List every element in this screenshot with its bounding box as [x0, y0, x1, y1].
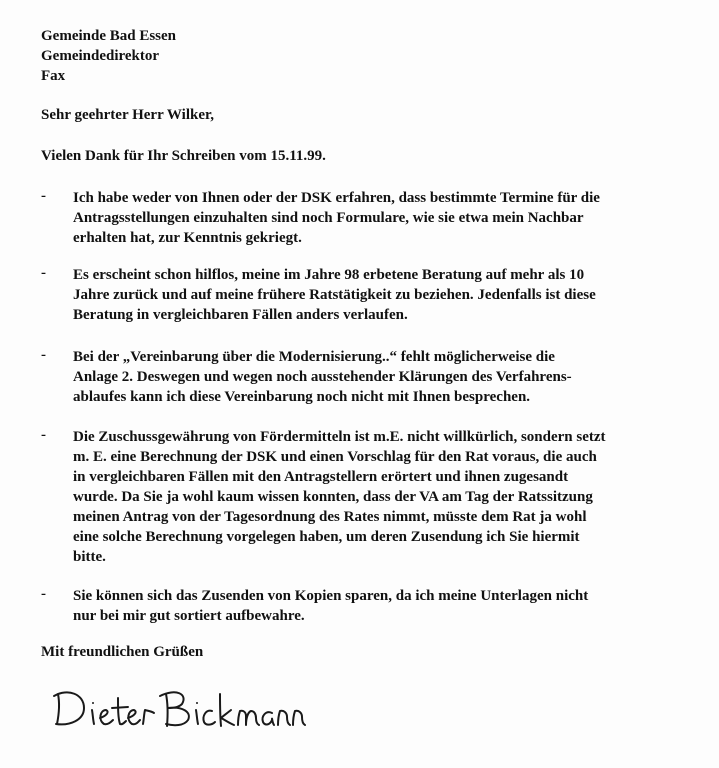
list-dash: - [41, 265, 46, 281]
item-line: wurde. Da Sie ja wohl kaum wissen konnten, dass der VA am Tag der Ratssitzung [73, 489, 593, 505]
handwritten-signature [48, 680, 308, 740]
item-line: bitte. [73, 549, 106, 565]
item-line: m. E. eine Berechnung der DSK und einen Vorschlag für den Rat voraus, die auch [73, 449, 597, 465]
item-line: Die Zuschussgewährung von Fördermitteln ist m.E. nicht willkürlich, sondern setzt [73, 429, 606, 445]
address-line-director: Gemeindedirektor [41, 48, 160, 64]
list-dash: - [41, 347, 46, 363]
address-line-municipality: Gemeinde Bad Essen [41, 28, 177, 44]
address-line-fax: Fax [41, 68, 66, 84]
item-line: Bei der „Vereinbarung über die Modernisierung..“ fehlt möglicherweise die [73, 349, 555, 365]
recipient-address [41, 26, 176, 86]
item-line: Antragsstellungen einzuhalten sind noch Formulare, wie sie etwa mein Nachbar [73, 210, 584, 226]
item-line: ablaufes kann ich diese Vereinbarung noch nicht mit Ihnen besprechen. [73, 389, 531, 405]
item-line: erhalten hat, zur Kenntnis gekriegt. [73, 230, 302, 246]
item-line: Beratung in vergleichbaren Fällen anders verlaufen. [73, 307, 408, 323]
item-line: Sie können sich das Zusenden von Kopien sparen, da ich meine Unterlagen nicht [73, 588, 589, 604]
opening-sentence: Vielen Dank für Ihr Schreiben vom 15.11.99. [41, 148, 326, 164]
item-line: Ich habe weder von Ihnen oder der DSK erfahren, dass bestimmte Termine für die [73, 190, 600, 206]
list-dash: - [41, 427, 46, 443]
item-line: meinen Antrag von der Tagesordnung des Rates nimmt, müsste dem Rat ja wohl [73, 509, 587, 525]
salutation: Sehr geehrter Herr Wilker, [41, 107, 215, 123]
item-line: Jahre zurück und auf meine frühere Ratstätigkeit zu beziehen. Jedenfalls ist diese [73, 287, 596, 303]
item-line: Es erscheint schon hilflos, meine im Jahre 98 erbetene Beratung auf mehr als 10 [73, 267, 585, 283]
item-line: eine solche Berechnung vorgelegen haben, um deren Zusendung ich Sie hiermit [73, 529, 580, 545]
item-line: in vergleichbaren Fällen mit den Antragstellern erörtert und ihnen zugesandt [73, 469, 569, 485]
item-line: Anlage 2. Deswegen und wegen noch ausstehender Klärungen des Verfahrens- [73, 369, 572, 385]
list-dash: - [41, 188, 46, 204]
list-dash: - [41, 586, 46, 602]
closing-phrase: Mit freundlichen Grüßen [41, 644, 204, 660]
signature-image [48, 680, 308, 740]
item-line: nur bei mir gut sortiert aufbewahre. [73, 608, 305, 624]
